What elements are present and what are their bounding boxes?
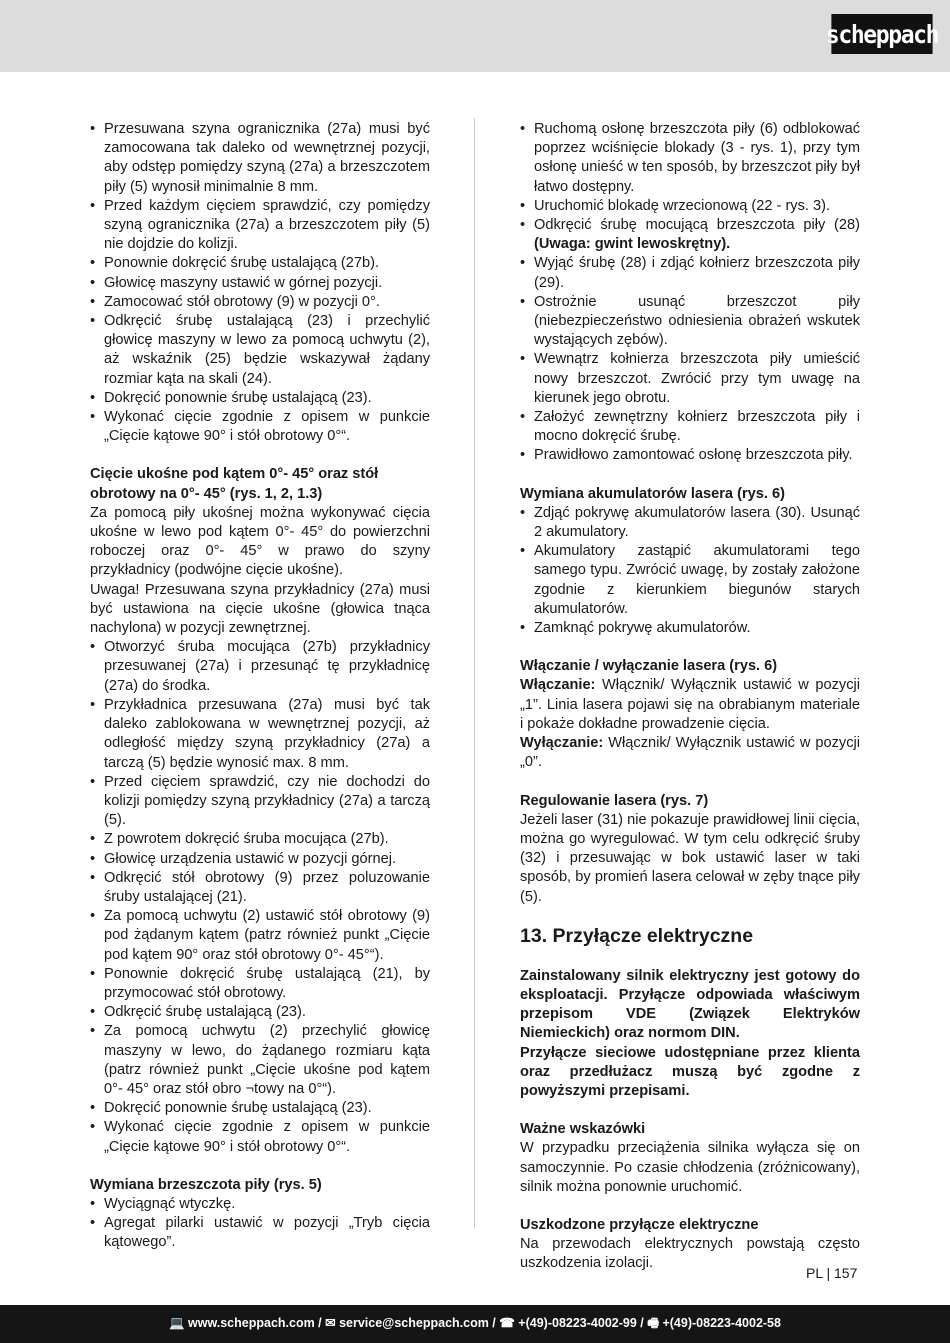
- page-footer: [0, 1305, 950, 1343]
- bullet-list: [90, 638, 430, 1156]
- on-text: Włącznik/ Wyłącznik ustawić w pozycji „1”. Linia lasera pojawi się na obrabianym materiale i pokaże dokładne prowadzenie cięcia.: [520, 677, 860, 732]
- list-item: • Przed każdym cięciem sprawdzić, czy pomiędzy szyną ogranicznika (27a) a brzeszczotem piły (5) nie dojdzie do kolizji.: [90, 197, 430, 255]
- list-item: • Przykładnica przesuwana (27a) musi być tak daleko zablokowana w wewnętrznej pozycji, aż odległość między szyną przykładnicy (27a) a tarczą (5) będzie wynosić max. 8 mm.: [90, 696, 430, 773]
- section-heading: Ważne wskazówki: [520, 1121, 646, 1138]
- bullet-list: [90, 120, 430, 446]
- paragraph: [520, 734, 860, 772]
- list-item: • Ostrożnie usunąć brzeszczot piły (niebezpieczeństwo odniesienia obrażeń wskutek wystających zębów).: [520, 293, 860, 351]
- paragraph: W przypadku przeciążenia silnika wyłącza się on samoczynnie. Po czasie chłodzenia (zróżnicowany), silnik można ponownie uruchomić.: [520, 1140, 860, 1195]
- list-item: • Odkręcić śrubę ustalającą (23) i przechylić głowicę maszyny w lewo za pomocą uchwytu (2), aż wskaźnik (25) będzie wskazywał żądany rozmiar kąta na skali (24).: [90, 312, 430, 389]
- section-heading: Cięcie ukośne pod kątem 0°- 45° oraz stół obrotowy na 0°- 45° (rys. 1, 2, 1.3): [90, 466, 379, 502]
- item-text: Odkręcić śrubę mocującą brzeszczota piły (28): [534, 217, 860, 234]
- list-item: • Akumulatory zastąpić akumulatorami tego samego typu. Zwrócić uwagę, by zostały założone zgodnie z kierunkiem biegunów starych akumulatorów.: [520, 542, 860, 619]
- list-item: • Zdjąć pokrywę akumulatorów lasera (30). Usunąć 2 akumulatory.: [520, 504, 860, 542]
- off-label: Wyłączanie:: [520, 735, 604, 752]
- list-item: • Zamknąć pokrywę akumulatorów.: [520, 619, 860, 638]
- chapter-title: 13. Przyłącze elektryczne: [520, 924, 754, 947]
- paragraph: Za pomocą piły ukośnej można wykonywać cięcia ukośne w lewo pod kątem 0°- 45° do powierzchni roboczej oraz 0°- 45° w prawo do szyny przykładnicy (podwójne cięcie ukośne).: [90, 504, 430, 579]
- page-number: PL | 157: [806, 1265, 858, 1281]
- paragraph: Jeżeli laser (31) nie pokazuje prawidłowej linii cięcia, można go wyregulować. W tym celu odkręcić śruby (32) i przesuwając w bok ustawić laser w taki sposób, by promień lasera celował w zęby tnące piły (5).: [520, 811, 860, 905]
- page-header: [0, 0, 950, 72]
- bullet-list: [520, 120, 860, 466]
- right-column: [520, 120, 860, 1274]
- list-item: • Wykonać cięcie zgodnie z opisem w punkcie „Cięcie kątowe 90° i stół obrotowy 0°“.: [90, 1118, 430, 1156]
- section-heading: Uszkodzone przyłącze elektryczne: [520, 1216, 759, 1233]
- list-item: • Wykonać cięcie zgodnie z opisem w punkcie „Cięcie kątowe 90° i stół obrotowy 0°“.: [90, 408, 430, 446]
- warning-text: (Uwaga: gwint lewoskrętny).: [534, 236, 731, 253]
- list-item: • Uruchomić blokadę wrzecionową (22 - rys. 3).: [520, 197, 860, 216]
- list-item: • Otworzyć śruba mocująca (27b) przykładnicy przesuwanej (27a) i przesunąć tę przykładnicę (27a) do środka.: [90, 638, 430, 696]
- footer-contact: 💻 www.scheppach.com / ✉ service@scheppach.com / ☎ +(49)-08223-4002-99 / 🖷 +(49)-08223-4002-58: [169, 1315, 781, 1330]
- paragraph: Na przewodach elektrycznych powstają często uszkodzenia izolacji.: [520, 1236, 860, 1272]
- list-item: • Odkręcić śrubę ustalającą (23).: [90, 1003, 430, 1022]
- list-item: • Za pomocą uchwytu (2) ustawić stół obrotowy (9) pod żądanym kątem (patrz również punkt „Cięcie pod kątem 90° oraz stół obrotowy 0°- 45°“).: [90, 907, 430, 965]
- list-item: • Odkręcić stół obrotowy (9) przez poluzowanie śruby ustalającej (21).: [90, 869, 430, 907]
- left-column: [90, 120, 430, 1253]
- list-item: • Głowicę urządzenia ustawić w pozycji górnej.: [90, 850, 430, 869]
- section-heading: Wymiana brzeszczota piły (rys. 5): [90, 1176, 322, 1193]
- list-item: • Głowicę maszyny ustawić w górnej pozycji.: [90, 274, 430, 293]
- on-label: Włączanie:: [520, 677, 596, 694]
- off-text: Włącznik/ Wyłącznik ustawić w pozycji „0”.: [520, 735, 860, 771]
- brand-logo: scheppach: [831, 14, 932, 54]
- section-heading: Wymiana akumulatorów lasera (rys. 6): [520, 485, 785, 502]
- section-heading: Regulowanie lasera (rys. 7): [520, 792, 709, 809]
- list-item: • Wyjąć śrubę (28) i zdjąć kołnierz brzeszczota piły (29).: [520, 254, 860, 292]
- paragraph: Uwaga! Przesuwana szyna przykładnicy (27a) musi być ustawiona na cięcie ukośne (głowica tnąca nachylona) w pozycji zewnętrznej.: [90, 581, 430, 637]
- bullet-list: [520, 504, 860, 638]
- bullet-list: [90, 1195, 430, 1253]
- column-divider: [474, 118, 475, 1228]
- section-heading: Włączanie / wyłączanie lasera (rys. 6): [520, 658, 778, 675]
- list-item: • Ponownie dokręcić śrubę ustalającą (27b).: [90, 254, 430, 273]
- list-item: • Za pomocą uchwytu (2) przechylić głowicę maszyny w lewo, do żądanego rozmiaru kąta (patrz również punkt „Cięcie ukośne pod kątem 0°- 45° oraz stół obro ¬towy na 0°“).: [90, 1022, 430, 1099]
- list-item: • Założyć zewnętrzny kołnierz brzeszczota piły i mocno dokręcić śrubę.: [520, 408, 860, 446]
- list-item: [520, 216, 860, 254]
- list-item: • Z powrotem dokręcić śruba mocująca (27b).: [90, 830, 430, 849]
- list-item: • Dokręcić ponownie śrubę ustalającą (23).: [90, 389, 430, 408]
- list-item: • Dokręcić ponownie śrubę ustalającą (23).: [90, 1099, 430, 1118]
- list-item: • Przesuwana szyna ogranicznika (27a) musi być zamocowana tak daleko od wewnętrznej pozycji, aby odstęp pomiędzy szyną (27a) a brzeszczotem piły (5) wynosił minimalnie 8 mm.: [90, 120, 430, 197]
- list-item: • Wyciągnąć wtyczkę.: [90, 1195, 430, 1214]
- list-item: • Zamocować stół obrotowy (9) w pozycji 0°.: [90, 293, 430, 312]
- list-item: • Ruchomą osłonę brzeszczota piły (6) odblokować poprzez wciśnięcie blokady (3 - rys. 1), przy tym osłonę unieść w ten sposób, by brzeszczot piły był łatwo dostępny.: [520, 120, 860, 197]
- list-item: • Prawidłowo zamontować osłonę brzeszczota piły.: [520, 446, 860, 465]
- list-item: • Ponownie dokręcić śrubę ustalającą (21), by przymocować stół obrotowy.: [90, 965, 430, 1003]
- list-item: • Agregat pilarki ustawić w pozycji „Tryb cięcia kątowego”.: [90, 1214, 430, 1252]
- list-item: • Przed cięciem sprawdzić, czy nie dochodzi do kolizji pomiędzy szyną przykładnicy (27a) a tarczą (5).: [90, 773, 430, 831]
- paragraph: [520, 676, 860, 734]
- paragraph: Zainstalowany silnik elektryczny jest gotowy do eksploatacji. Przyłącze odpowiada właściwym przepisom VDE (Związek Elektryków Niemieckich) oraz normom DIN.: [520, 967, 860, 1042]
- list-item: • Wewnątrz kołnierza brzeszczota piły umieścić nowy brzeszczot. Zwrócić przy tym uwagę na kierunek jego obrotu.: [520, 350, 860, 408]
- paragraph: Przyłącze sieciowe udostępniane przez klienta oraz przedłużacz muszą być zgodne z powyższymi przepisami.: [520, 1044, 860, 1099]
